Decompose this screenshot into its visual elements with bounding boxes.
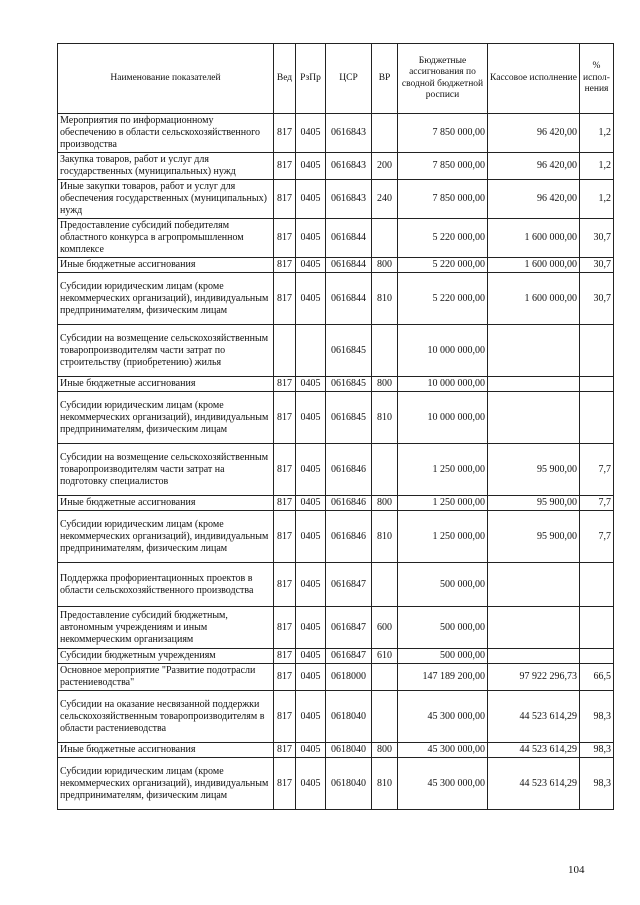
row-budget: 7 850 000,00: [398, 180, 488, 219]
row-percent: [580, 377, 614, 392]
row-vr: [372, 219, 398, 258]
row-cash: [488, 392, 580, 444]
row-percent: 30,7: [580, 258, 614, 273]
row-budget: 5 220 000,00: [398, 273, 488, 325]
row-name: Иные бюджетные ассигнования: [58, 258, 274, 273]
col-header-budget: Бюджетные ассигнования по сводной бюджетной росписи: [398, 44, 488, 114]
row-budget: 1 250 000,00: [398, 496, 488, 511]
row-ved: 817: [274, 114, 296, 153]
row-name: Основное мероприятие "Развитие подотрасли растениеводства": [58, 664, 274, 691]
row-vr: [372, 664, 398, 691]
row-csr: 0616843: [326, 114, 372, 153]
row-csr: 0618040: [326, 743, 372, 758]
row-budget: 45 300 000,00: [398, 691, 488, 743]
row-name: Поддержка профориентационных проектов в области сельскохозяйственного производства: [58, 563, 274, 607]
row-ved: 817: [274, 563, 296, 607]
row-percent: [580, 325, 614, 377]
row-ved: 817: [274, 392, 296, 444]
row-name: Субсидии юридическим лицам (кроме некоммерческих организаций), индивидуальным предпринимателям, физическим лицам: [58, 758, 274, 810]
row-name: Мероприятия по информационному обеспечению в области сельскохозяйственного производства: [58, 114, 274, 153]
table-row: [58, 258, 614, 273]
row-cash: 95 900,00: [488, 496, 580, 511]
row-cash: [488, 325, 580, 377]
row-rzpr: 0405: [296, 258, 326, 273]
row-percent: 66,5: [580, 664, 614, 691]
row-name: Иные бюджетные ассигнования: [58, 377, 274, 392]
row-rzpr: [296, 325, 326, 377]
table-row: [58, 649, 614, 664]
row-cash: [488, 607, 580, 649]
row-budget: 5 220 000,00: [398, 258, 488, 273]
row-ved: 817: [274, 258, 296, 273]
row-percent: [580, 563, 614, 607]
row-vr: 810: [372, 758, 398, 810]
row-vr: [372, 325, 398, 377]
row-csr: 0618040: [326, 691, 372, 743]
row-name: Иные бюджетные ассигнования: [58, 496, 274, 511]
row-budget: 500 000,00: [398, 607, 488, 649]
row-cash: 1 600 000,00: [488, 258, 580, 273]
row-rzpr: 0405: [296, 114, 326, 153]
table-row: [58, 180, 614, 219]
row-rzpr: 0405: [296, 153, 326, 180]
table-row: [58, 563, 614, 607]
table-row: [58, 444, 614, 496]
row-rzpr: 0405: [296, 758, 326, 810]
col-header-name: Наименование показателей: [58, 44, 274, 114]
row-cash: [488, 649, 580, 664]
row-percent: 7,7: [580, 496, 614, 511]
row-percent: [580, 392, 614, 444]
row-name: Субсидии на возмещение сельскохозяйственным товаропроизводителям части затрат на подготовку специалистов: [58, 444, 274, 496]
row-budget: 10 000 000,00: [398, 325, 488, 377]
row-csr: 0616847: [326, 607, 372, 649]
row-cash: 44 523 614,29: [488, 743, 580, 758]
row-name: Иные бюджетные ассигнования: [58, 743, 274, 758]
table-header-row: [58, 44, 614, 114]
table-row: [58, 496, 614, 511]
row-name: Субсидии юридическим лицам (кроме некоммерческих организаций), индивидуальным предпринимателям, физическим лицам: [58, 392, 274, 444]
row-vr: [372, 691, 398, 743]
row-budget: 7 850 000,00: [398, 153, 488, 180]
col-header-cash: Кассовое исполнение: [488, 44, 580, 114]
row-vr: 240: [372, 180, 398, 219]
budget-table: [57, 43, 614, 810]
row-ved: [274, 325, 296, 377]
row-vr: 810: [372, 511, 398, 563]
row-ved: 817: [274, 219, 296, 258]
table-row: [58, 377, 614, 392]
col-header-ved: Вед: [274, 44, 296, 114]
col-header-vr: ВР: [372, 44, 398, 114]
row-budget: 500 000,00: [398, 563, 488, 607]
row-rzpr: 0405: [296, 607, 326, 649]
row-name: Субсидии юридическим лицам (кроме некоммерческих организаций), индивидуальным предпринимателям, физическим лицам: [58, 511, 274, 563]
row-rzpr: 0405: [296, 743, 326, 758]
row-rzpr: 0405: [296, 219, 326, 258]
row-csr: 0616844: [326, 258, 372, 273]
row-vr: 810: [372, 273, 398, 325]
row-percent: 7,7: [580, 444, 614, 496]
row-ved: 817: [274, 153, 296, 180]
row-ved: 817: [274, 377, 296, 392]
row-cash: 95 900,00: [488, 511, 580, 563]
row-name: Предоставление субсидий победителям областного конкурса в агропромышленном комплексе: [58, 219, 274, 258]
row-csr: 0616845: [326, 377, 372, 392]
row-rzpr: 0405: [296, 392, 326, 444]
row-name: Субсидии юридическим лицам (кроме некоммерческих организаций), индивидуальным предпринимателям, физическим лицам: [58, 273, 274, 325]
table-row: [58, 664, 614, 691]
row-csr: 0618040: [326, 758, 372, 810]
row-cash: 1 600 000,00: [488, 219, 580, 258]
row-csr: 0616844: [326, 273, 372, 325]
row-ved: 817: [274, 664, 296, 691]
row-name: Субсидии на оказание несвязанной поддержки сельскохозяйственным товаропроизводителям в области растениеводства: [58, 691, 274, 743]
row-rzpr: 0405: [296, 691, 326, 743]
row-budget: 7 850 000,00: [398, 114, 488, 153]
row-budget: 500 000,00: [398, 649, 488, 664]
row-cash: 95 900,00: [488, 444, 580, 496]
table-row: [58, 743, 614, 758]
row-csr: 0616847: [326, 563, 372, 607]
row-rzpr: 0405: [296, 273, 326, 325]
row-name: Субсидии на возмещение сельскохозяйственным товаропроизводителям части затрат по строительству (приобретению) жилья: [58, 325, 274, 377]
table-row: [58, 114, 614, 153]
row-budget: 5 220 000,00: [398, 219, 488, 258]
row-cash: [488, 377, 580, 392]
row-percent: [580, 607, 614, 649]
row-ved: 817: [274, 511, 296, 563]
table-row: [58, 273, 614, 325]
row-percent: 98,3: [580, 691, 614, 743]
row-percent: 1,2: [580, 114, 614, 153]
table-row: [58, 511, 614, 563]
row-csr: 0616844: [326, 219, 372, 258]
row-cash: 96 420,00: [488, 114, 580, 153]
row-vr: 800: [372, 743, 398, 758]
page-number: 104: [568, 864, 585, 876]
row-percent: [580, 649, 614, 664]
row-budget: 147 189 200,00: [398, 664, 488, 691]
row-cash: [488, 563, 580, 607]
row-csr: 0616846: [326, 511, 372, 563]
row-budget: 10 000 000,00: [398, 392, 488, 444]
row-rzpr: 0405: [296, 377, 326, 392]
row-ved: 817: [274, 649, 296, 664]
row-cash: 44 523 614,29: [488, 758, 580, 810]
row-ved: 817: [274, 444, 296, 496]
table-row: [58, 325, 614, 377]
row-percent: 98,3: [580, 743, 614, 758]
row-ved: 817: [274, 273, 296, 325]
row-budget: 45 300 000,00: [398, 758, 488, 810]
row-budget: 10 000 000,00: [398, 377, 488, 392]
row-ved: 817: [274, 691, 296, 743]
row-vr: 600: [372, 607, 398, 649]
table-row: [58, 153, 614, 180]
row-cash: 1 600 000,00: [488, 273, 580, 325]
row-name: Иные закупки товаров, работ и услуг для обеспечения государственных (муниципальных) нужд: [58, 180, 274, 219]
row-name: Закупка товаров, работ и услуг для государственных (муниципальных) нужд: [58, 153, 274, 180]
row-rzpr: 0405: [296, 180, 326, 219]
row-percent: 30,7: [580, 219, 614, 258]
row-name: Предоставление субсидий бюджетным, автономным учреждениям и иным некоммерческим организациям: [58, 607, 274, 649]
row-percent: 7,7: [580, 511, 614, 563]
row-csr: 0616845: [326, 392, 372, 444]
row-percent: 98,3: [580, 758, 614, 810]
row-vr: 810: [372, 392, 398, 444]
row-vr: [372, 114, 398, 153]
row-rzpr: 0405: [296, 563, 326, 607]
row-csr: 0616846: [326, 444, 372, 496]
row-rzpr: 0405: [296, 649, 326, 664]
row-name: Субсидии бюджетным учреждениям: [58, 649, 274, 664]
row-vr: 800: [372, 258, 398, 273]
row-percent: 1,2: [580, 153, 614, 180]
row-rzpr: 0405: [296, 496, 326, 511]
table-row: [58, 392, 614, 444]
col-header-rzpr: РзПр: [296, 44, 326, 114]
row-csr: 0616847: [326, 649, 372, 664]
row-cash: 96 420,00: [488, 153, 580, 180]
row-rzpr: 0405: [296, 444, 326, 496]
row-budget: 1 250 000,00: [398, 511, 488, 563]
row-vr: [372, 444, 398, 496]
table-row: [58, 607, 614, 649]
row-vr: 800: [372, 377, 398, 392]
row-rzpr: 0405: [296, 664, 326, 691]
col-header-csr: ЦСР: [326, 44, 372, 114]
row-vr: 610: [372, 649, 398, 664]
row-csr: 0616843: [326, 180, 372, 219]
row-ved: 817: [274, 607, 296, 649]
table-row: [58, 691, 614, 743]
row-budget: 45 300 000,00: [398, 743, 488, 758]
table-row: [58, 758, 614, 810]
row-vr: 800: [372, 496, 398, 511]
row-rzpr: 0405: [296, 511, 326, 563]
row-percent: 30,7: [580, 273, 614, 325]
table-row: [58, 219, 614, 258]
row-vr: [372, 563, 398, 607]
row-csr: 0616845: [326, 325, 372, 377]
col-header-percent: % испол-нения: [580, 44, 614, 114]
row-vr: 200: [372, 153, 398, 180]
row-ved: 817: [274, 180, 296, 219]
row-csr: 0618000: [326, 664, 372, 691]
row-csr: 0616846: [326, 496, 372, 511]
row-csr: 0616843: [326, 153, 372, 180]
row-percent: 1,2: [580, 180, 614, 219]
row-cash: 96 420,00: [488, 180, 580, 219]
row-cash: 44 523 614,29: [488, 691, 580, 743]
row-budget: 1 250 000,00: [398, 444, 488, 496]
row-ved: 817: [274, 758, 296, 810]
row-ved: 817: [274, 496, 296, 511]
row-cash: 97 922 296,73: [488, 664, 580, 691]
row-ved: 817: [274, 743, 296, 758]
